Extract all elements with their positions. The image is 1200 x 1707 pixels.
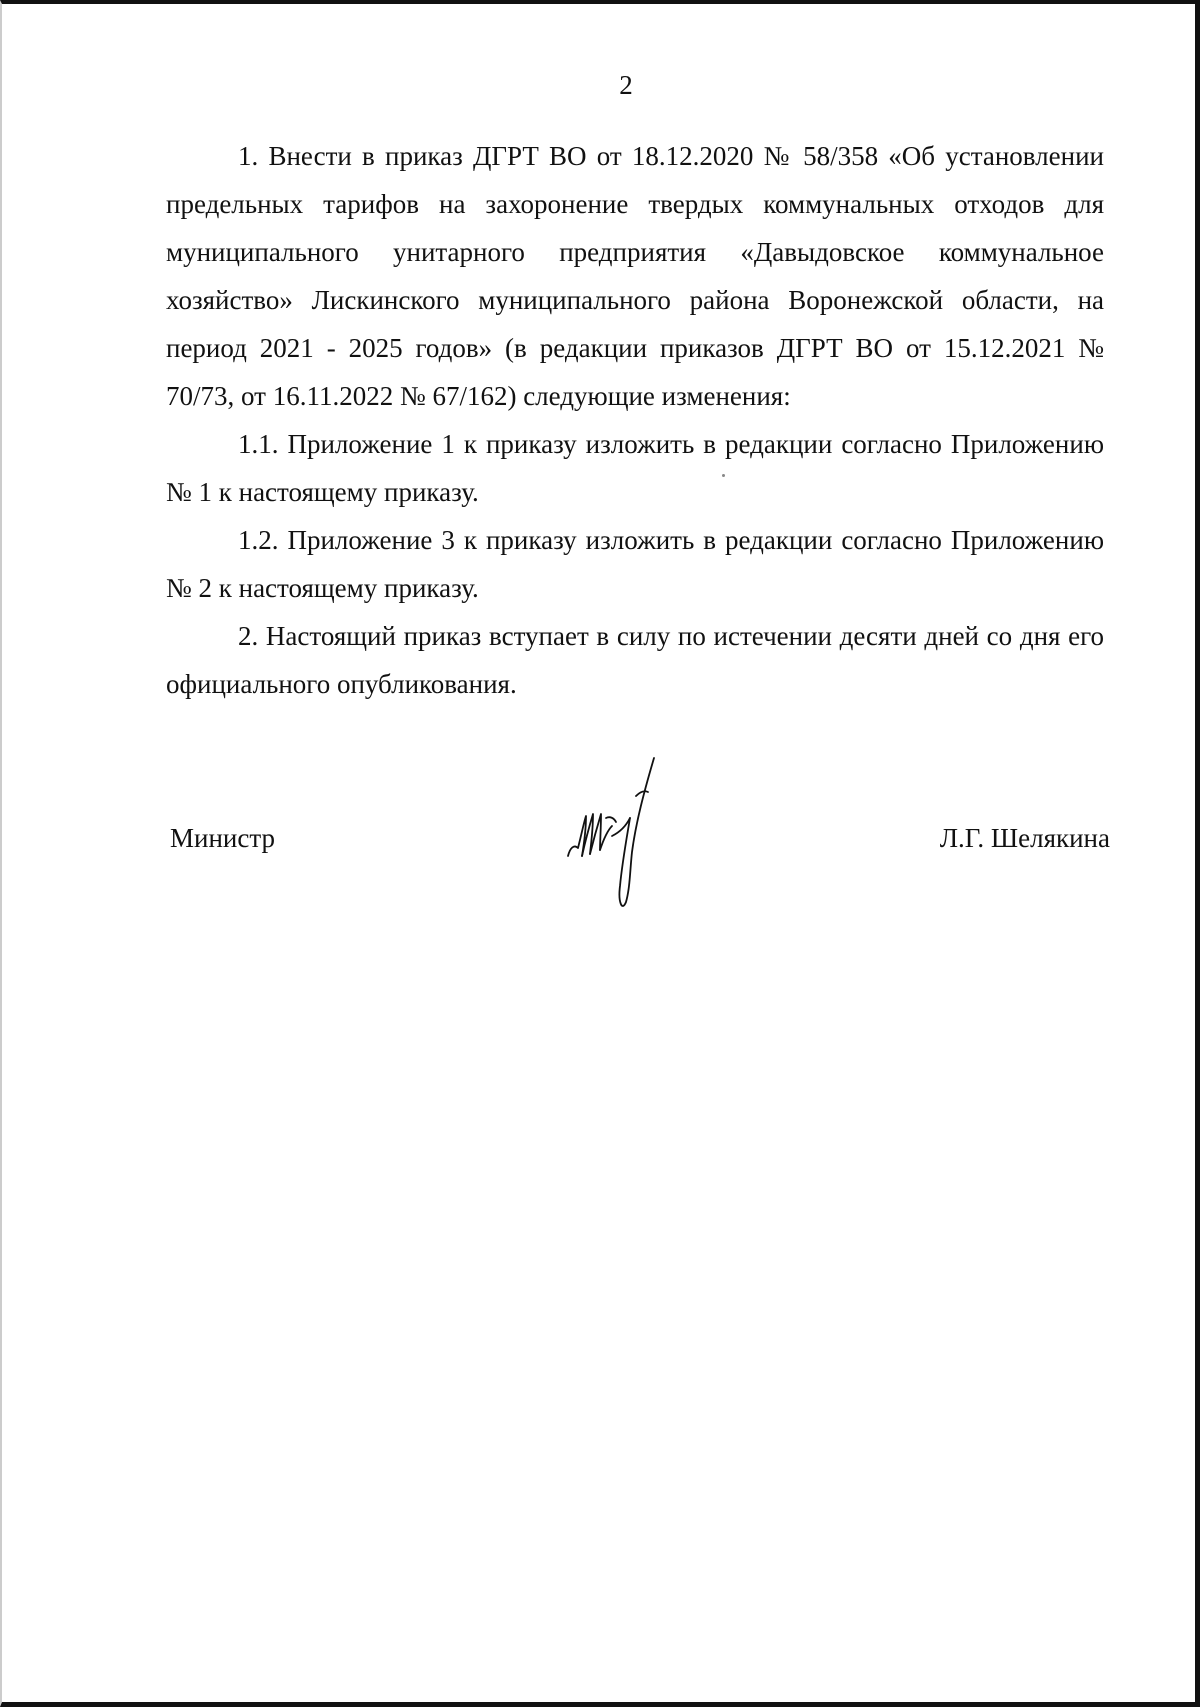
paragraph-amendment: 1. Внести в приказ ДГРТ ВО от 18.12.2020 № 58/358 «Об установлении предельных тарифов на захоронение твердых коммунальных отходов для муниципального унитарного предприятия «Давыдовское коммунальное хозяйство» Лискинского муниципального района Воронежской области, на период 2021 - 2025 годов» (в редакции приказов ДГРТ ВО от 15.12.2021 № 70/73, от 16.11.2022 № 67/162) следующие изменения: — [166, 141, 1104, 411]
paragraph-effective-date: 2. Настоящий приказ вступает в силу по истечении десяти дней со дня его официального опубликования. — [166, 621, 1104, 699]
document-body — [166, 132, 1104, 708]
scan-artifact — [722, 474, 725, 477]
signatory-position: Министр — [170, 823, 275, 853]
page-number: 2 — [619, 70, 633, 100]
paragraph-appendix-3: 1.2. Приложение 3 к приказу изложить в редакции согласно Приложению № 2 к настоящему приказу. — [166, 525, 1104, 603]
signatory-name: Л.Г. Шелякина — [939, 823, 1110, 853]
handwritten-signature-icon — [560, 752, 690, 922]
paragraph-appendix-1: 1.1. Приложение 1 к приказу изложить в редакции согласно Приложению № 1 к настоящему приказу. — [166, 429, 1104, 507]
